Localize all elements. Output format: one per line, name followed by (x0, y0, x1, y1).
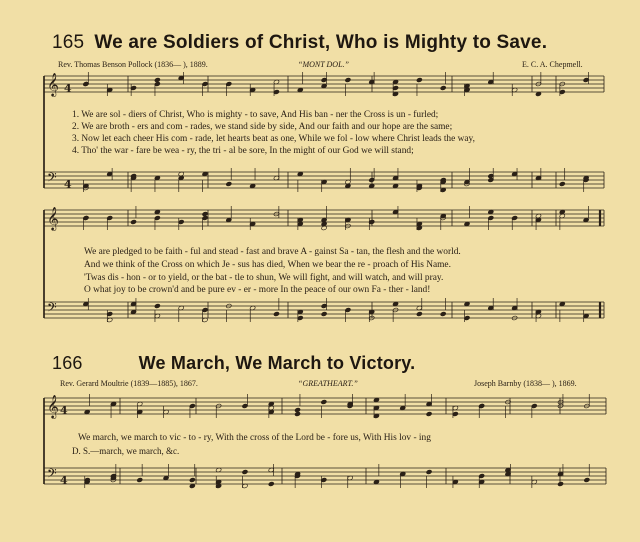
hymn-165-verse-2-line-a: 2. We are broth - ers and com - rades, we stand side by side, And our faith and our hope are the same; (72, 122, 453, 132)
hymn-165-system-1-treble-note (416, 77, 422, 82)
hymn-165-system-1-treble-clef-icon: 𝄞 (47, 72, 59, 96)
hymn-166-title: We March, We March to Victory. (138, 353, 416, 373)
hymn-165-system-2-treble-clef-icon: 𝄞 (47, 206, 59, 230)
hymn-166-composer: Joseph Barnby (1838— ), 1869. (474, 379, 577, 388)
hymn-165-system-1-bass-clef-icon: 𝄢 (47, 170, 57, 188)
hymn-165-title: We are Soldiers of Christ, Who is Mighty to Save. (94, 32, 548, 53)
hymn-165-system-2-bass-note (440, 311, 446, 316)
hymn-166-system-1-bass-note (557, 481, 563, 486)
hymn-165-time-signature-icon: 4 (64, 178, 72, 191)
hymn-165-system-2-bass-note (416, 311, 422, 316)
hymn-165-verse-1-line-a: 1. We are sol - diers of Christ, Who is mighty - to save, And His ban - ner the Cross is un - furled; (72, 110, 439, 120)
hymn-165-system-1-bass-note (559, 181, 565, 186)
hymn-166-system-1-treble-note (294, 411, 300, 416)
hymn-166-time-signature-icon: 4 (60, 404, 68, 417)
hymn-165-verse-2-line-b: And we think of the Cross on which Je - sus has died, When we bear the re - proach of His Name. (84, 260, 451, 270)
hymn-166-system-1-treble-clef-icon: 𝄞 (47, 394, 59, 418)
hymn-165-system-2-bass-note (321, 311, 327, 316)
hymn-165-system-2-bass-note (154, 303, 160, 308)
hymn-165-system-2-bass-clef-icon: 𝄢 (47, 300, 57, 318)
hymn-166-number: 166 (52, 353, 83, 373)
hymn-165-verse-3-line-b: 'Twas dis - hon - or to yield, or the bat - tle to shun, We will fight, and will watch, and will pray. (84, 273, 444, 283)
hymn-165-system-1-treble-note (440, 85, 446, 90)
hymn-166-repeat-line: D. S.—march, we march, &c. (72, 446, 180, 456)
hymn-165-verse-4-line-a: 4. Tho' the war - fare be wea - ry, the tri - al be sore, In the might of our God we will stand; (72, 146, 414, 156)
hymn-165-verse-3-line-a: 3. Now let each cheer His com - rade, let hearts beat as one, While we fol - low where Christ leads the way, (72, 134, 475, 144)
hymn-166-system-1-bass-note (137, 477, 143, 482)
hymn-165-system-2-bass-note (273, 311, 279, 316)
hymn-165-verse-4-line-b: O what joy to be crown'd and be pure ev - er - more In the peace of our own Fa - ther - land! (84, 285, 431, 295)
hymn-166-system-1-treble-note (321, 399, 327, 404)
hymn-166-tune: “GREATHEART.” (298, 379, 358, 388)
hymn-165-tune: “MONT DOL.” (298, 60, 349, 69)
hymn-165-system-1-treble-note (345, 77, 351, 82)
hymn-166-author: Rev. Gerard Moultrie (1839—1885), 1867. (60, 379, 198, 388)
hymn-166-system-1-treble-note (426, 411, 432, 416)
hymn-166-system-1-bass-note (584, 477, 590, 482)
hymn-166-system-1-bass-clef-icon: 𝄢 (47, 466, 57, 484)
hymn-166-time-signature-icon: 4 (60, 474, 68, 487)
hymn-165-author: Rev. Thomas Benson Pollock (1836— ), 1889. (58, 60, 208, 69)
hymn-166-system-1-bass-note (189, 477, 195, 482)
hymn-166-system-1-bass-note (242, 469, 248, 474)
hymn-165-time-signature-icon: 4 (64, 82, 72, 95)
hymn-165-number: 165 (52, 32, 85, 53)
hymn-166-system-1-bass-note (426, 469, 432, 474)
hymn-165-system-2-treble-note (130, 219, 136, 224)
hymn-166-verse-line: We march, we march to vic - to - ry, With the cross of the Lord be - fore us, With His lov - ing (78, 433, 431, 443)
hymn-165-verse-1-line-b: We are pledged to be faith - ful and stead - fast and brave A - gainst Sa - tan, the flesh and the world. (84, 247, 461, 257)
hymn-166-system-1-bass-note (268, 481, 274, 486)
hymn-165-composer: E. C. A. Chepmell. (522, 60, 583, 69)
hymn-165-system-1-bass-note (226, 181, 232, 186)
